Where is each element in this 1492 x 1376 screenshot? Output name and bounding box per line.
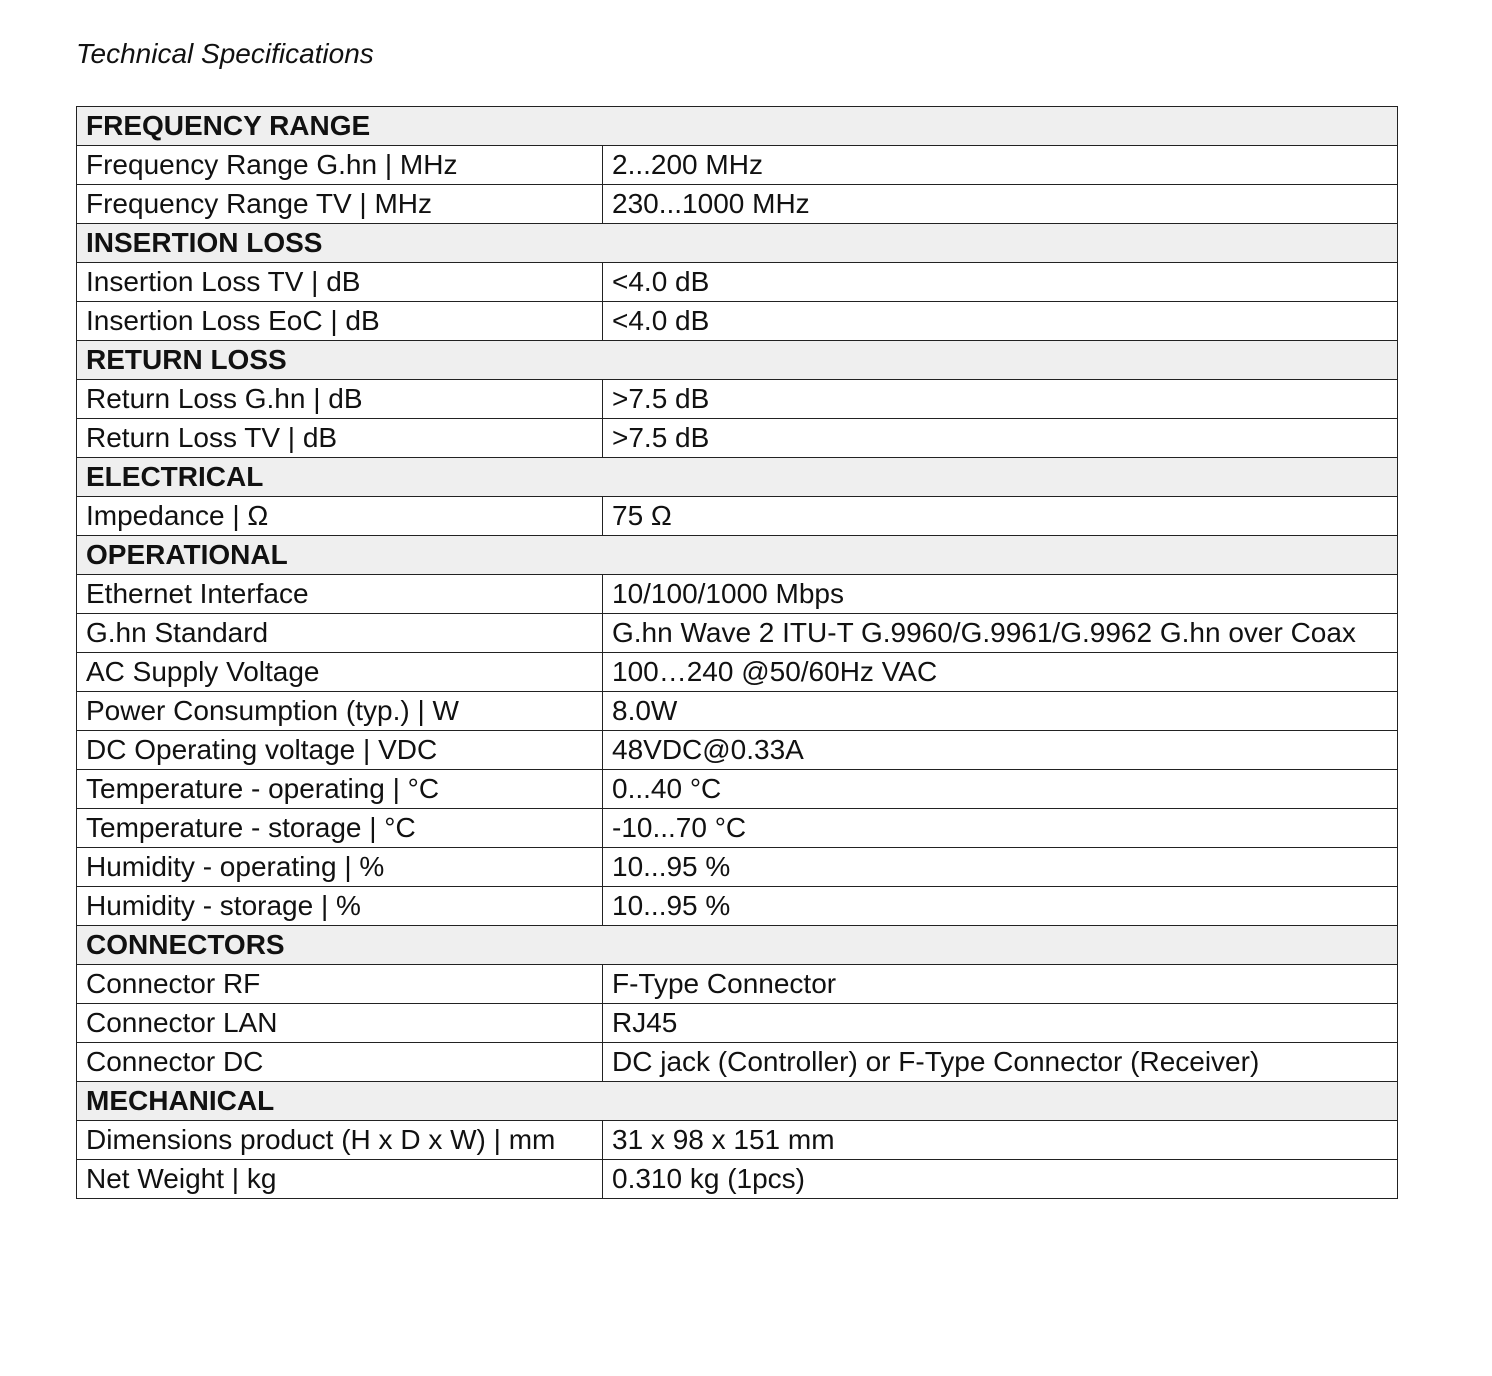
spec-value: 75 Ω xyxy=(603,497,1398,536)
spec-label: Power Consumption (typ.) | W xyxy=(77,692,603,731)
spec-label: Ethernet Interface xyxy=(77,575,603,614)
spec-value: 31 x 98 x 151 mm xyxy=(603,1121,1398,1160)
spec-row xyxy=(77,1043,1398,1082)
section-header-row xyxy=(77,107,1398,146)
spec-label: Net Weight | kg xyxy=(77,1160,603,1199)
spec-label: Humidity - storage | % xyxy=(77,887,603,926)
spec-value: -10...70 °C xyxy=(603,809,1398,848)
section-header-row xyxy=(77,341,1398,380)
spec-row xyxy=(77,302,1398,341)
section-heading: ELECTRICAL xyxy=(77,458,1398,497)
spec-label: Impedance | Ω xyxy=(77,497,603,536)
spec-value: >7.5 dB xyxy=(603,380,1398,419)
spec-row xyxy=(77,146,1398,185)
spec-row xyxy=(77,1160,1398,1199)
spec-value: 10...95 % xyxy=(603,848,1398,887)
spec-value: G.hn Wave 2 ITU-T G.9960/G.9961/G.9962 G.hn over Coax xyxy=(603,614,1398,653)
spec-row xyxy=(77,575,1398,614)
spec-value: DC jack (Controller) or F-Type Connector (Receiver) xyxy=(603,1043,1398,1082)
spec-row xyxy=(77,497,1398,536)
spec-value: RJ45 xyxy=(603,1004,1398,1043)
spec-label: Temperature - operating | °C xyxy=(77,770,603,809)
spec-label: Connector RF xyxy=(77,965,603,1004)
spec-label: Connector DC xyxy=(77,1043,603,1082)
spec-row xyxy=(77,1004,1398,1043)
spec-value: 10/100/1000 Mbps xyxy=(603,575,1398,614)
section-header-row xyxy=(77,458,1398,497)
spec-value: 2...200 MHz xyxy=(603,146,1398,185)
spec-row xyxy=(77,419,1398,458)
spec-label: Insertion Loss EoC | dB xyxy=(77,302,603,341)
spec-value: 230...1000 MHz xyxy=(603,185,1398,224)
spec-table xyxy=(76,106,1398,1199)
section-heading: OPERATIONAL xyxy=(77,536,1398,575)
spec-label: Humidity - operating | % xyxy=(77,848,603,887)
spec-value: >7.5 dB xyxy=(603,419,1398,458)
spec-row xyxy=(77,770,1398,809)
section-header-row xyxy=(77,224,1398,263)
spec-value: 48VDC@0.33A xyxy=(603,731,1398,770)
spec-value: 100…240 @50/60Hz VAC xyxy=(603,653,1398,692)
spec-row xyxy=(77,263,1398,302)
spec-value: F-Type Connector xyxy=(603,965,1398,1004)
spec-row xyxy=(77,1121,1398,1160)
spec-label: Connector LAN xyxy=(77,1004,603,1043)
section-header-row xyxy=(77,536,1398,575)
spec-label: Return Loss G.hn | dB xyxy=(77,380,603,419)
spec-table-body xyxy=(77,107,1398,1199)
spec-row xyxy=(77,614,1398,653)
spec-label: Frequency Range G.hn | MHz xyxy=(77,146,603,185)
spec-label: Insertion Loss TV | dB xyxy=(77,263,603,302)
spec-row xyxy=(77,653,1398,692)
spec-row xyxy=(77,887,1398,926)
spec-label: Frequency Range TV | MHz xyxy=(77,185,603,224)
spec-value: 0...40 °C xyxy=(603,770,1398,809)
section-header-row xyxy=(77,1082,1398,1121)
spec-row xyxy=(77,380,1398,419)
spec-row xyxy=(77,185,1398,224)
section-heading: INSERTION LOSS xyxy=(77,224,1398,263)
spec-label: Return Loss TV | dB xyxy=(77,419,603,458)
spec-row xyxy=(77,809,1398,848)
spec-label: Temperature - storage | °C xyxy=(77,809,603,848)
spec-label: Dimensions product (H x D x W) | mm xyxy=(77,1121,603,1160)
spec-row xyxy=(77,731,1398,770)
spec-row xyxy=(77,692,1398,731)
spec-value: 8.0W xyxy=(603,692,1398,731)
section-heading: RETURN LOSS xyxy=(77,341,1398,380)
spec-label: AC Supply Voltage xyxy=(77,653,603,692)
spec-value: <4.0 dB xyxy=(603,263,1398,302)
spec-row xyxy=(77,848,1398,887)
spec-label: G.hn Standard xyxy=(77,614,603,653)
section-header-row xyxy=(77,926,1398,965)
page-title: Technical Specifications xyxy=(76,38,374,69)
section-heading: CONNECTORS xyxy=(77,926,1398,965)
spec-label: DC Operating voltage | VDC xyxy=(77,731,603,770)
spec-value: 10...95 % xyxy=(603,887,1398,926)
section-heading: FREQUENCY RANGE xyxy=(77,107,1398,146)
spec-value: 0.310 kg (1pcs) xyxy=(603,1160,1398,1199)
spec-value: <4.0 dB xyxy=(603,302,1398,341)
section-heading: MECHANICAL xyxy=(77,1082,1398,1121)
spec-row xyxy=(77,965,1398,1004)
